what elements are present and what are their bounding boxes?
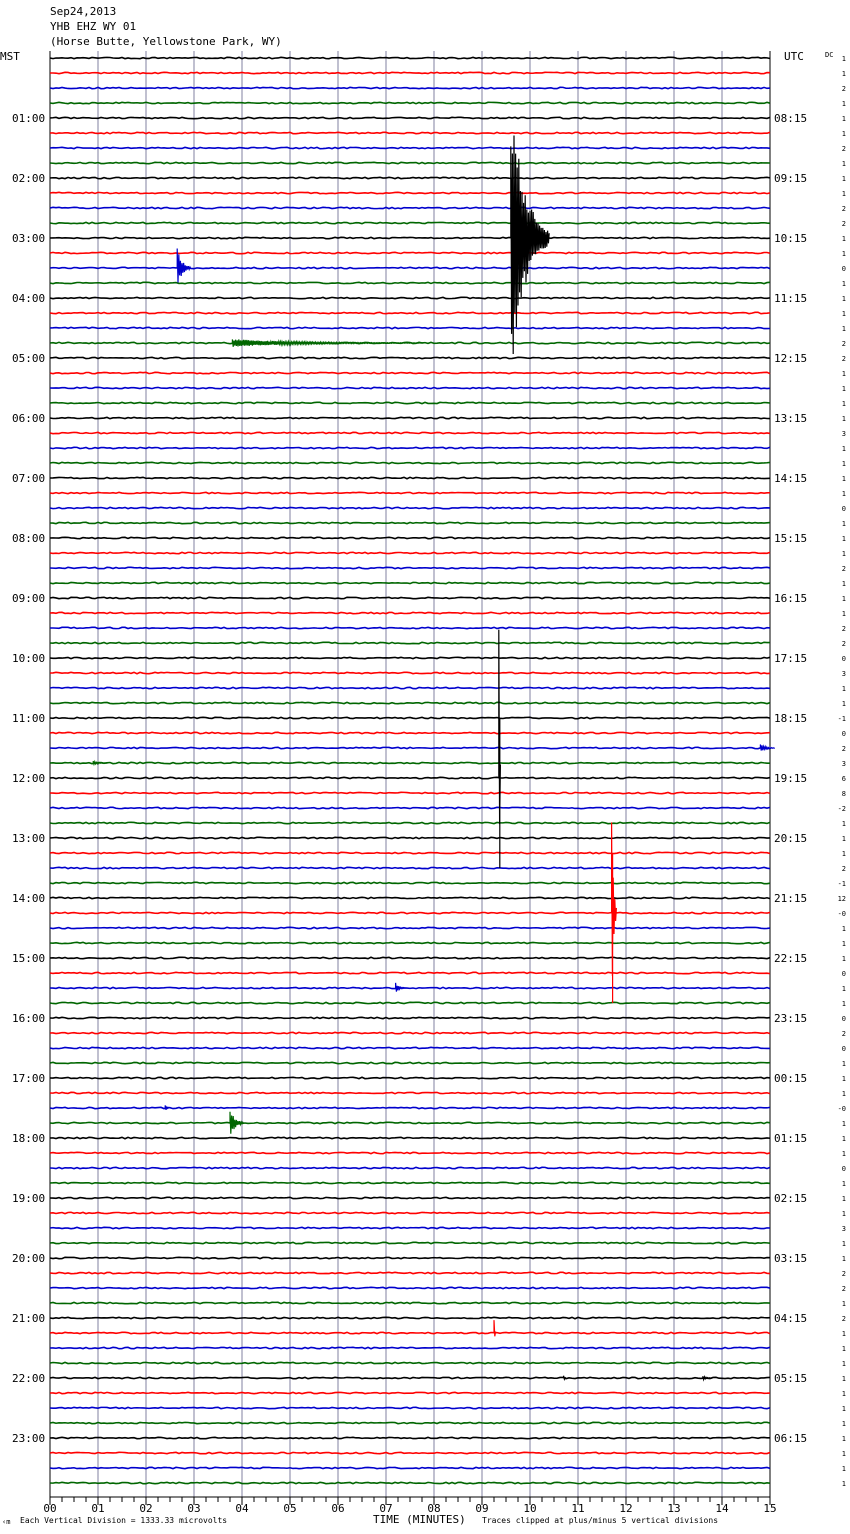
dc-offset-label: 1 xyxy=(841,610,846,618)
right-time-label: 06:15 xyxy=(774,1432,808,1445)
trace-line xyxy=(50,867,770,868)
dc-offset-label: 1 xyxy=(841,160,846,168)
right-time-label: 18:15 xyxy=(774,712,808,725)
trace-line xyxy=(50,912,770,913)
event-waveform xyxy=(760,744,774,750)
dc-offset-label: 3 xyxy=(841,1225,846,1233)
dc-offset-label: 1 xyxy=(841,1360,846,1368)
dc-offset-label: 1 xyxy=(841,955,846,963)
x-tick-label: 06 xyxy=(331,1502,345,1515)
left-time-label: 13:00 xyxy=(12,832,46,845)
dc-offset-label: 1 xyxy=(841,1390,846,1398)
trace-line xyxy=(50,1377,770,1378)
x-tick-label: 08 xyxy=(427,1502,441,1515)
trace-line xyxy=(50,1197,770,1198)
dc-offset-label: 1 xyxy=(841,940,846,948)
dc-offset-label: 0 xyxy=(841,505,846,513)
trace-line xyxy=(50,1092,770,1093)
trace-line xyxy=(50,1287,770,1288)
trace-line xyxy=(50,312,770,313)
dc-offset-label: 0 xyxy=(841,1015,846,1023)
dc-offset-label: 1 xyxy=(841,1480,846,1488)
trace-line xyxy=(50,1272,770,1273)
dc-offset-label: 1 xyxy=(841,820,846,828)
left-time-label: 16:00 xyxy=(12,1012,46,1025)
trace-line xyxy=(50,747,770,748)
trace-line xyxy=(50,282,770,283)
trace-line xyxy=(50,402,770,403)
trace-line xyxy=(50,687,770,688)
dc-offset-label: 1 xyxy=(841,310,846,318)
left-time-label: 17:00 xyxy=(12,1072,46,1085)
dc-offset-label: 8 xyxy=(841,790,846,798)
trace-line xyxy=(50,1137,770,1138)
event-waveform xyxy=(165,1105,169,1110)
trace-line xyxy=(50,1227,770,1228)
trace-line xyxy=(50,297,770,298)
dc-offset-label: 6 xyxy=(841,775,846,783)
trace-line xyxy=(50,102,770,103)
trace-line xyxy=(50,1017,770,1018)
dc-offset-label: 3 xyxy=(841,760,846,768)
dc-offset-label: 1 xyxy=(841,1435,846,1443)
dc-offset-label: 1 xyxy=(841,1120,846,1128)
trace-line xyxy=(50,1002,770,1003)
trace-line xyxy=(50,1317,770,1318)
dc-offset-label: 0 xyxy=(841,1165,846,1173)
trace-line xyxy=(50,252,770,253)
dc-offset-label: 1 xyxy=(841,520,846,528)
scale-note: Each Vertical Division = 1333.33 microvolts xyxy=(20,1516,228,1525)
trace-line xyxy=(50,432,770,433)
dc-offset-label: 1 xyxy=(841,835,846,843)
right-time-labels xyxy=(774,112,807,1445)
left-time-label: 18:00 xyxy=(12,1132,46,1145)
dc-offset-label: 1 xyxy=(841,1300,846,1308)
right-time-label: 20:15 xyxy=(774,832,808,845)
trace-line xyxy=(50,1422,770,1423)
dc-offset-label: 2 xyxy=(841,565,846,573)
dc-offset-label: 1 xyxy=(841,1180,846,1188)
dc-offset-label: 2 xyxy=(841,355,846,363)
trace-line xyxy=(50,462,770,463)
trace-line xyxy=(50,1302,770,1303)
trace-line xyxy=(50,792,770,793)
right-time-label: 23:15 xyxy=(774,1012,808,1025)
right-time-label: 13:15 xyxy=(774,412,808,425)
dc-offset-label: 1 xyxy=(841,235,846,243)
trace-line xyxy=(50,267,770,268)
trace-line xyxy=(50,1152,770,1153)
right-time-label: 03:15 xyxy=(774,1252,808,1265)
trace-line xyxy=(50,882,770,883)
dc-offset-label: 1 xyxy=(841,190,846,198)
left-time-label: 03:00 xyxy=(12,232,46,245)
trace-line xyxy=(50,717,770,718)
dc-offset-label: 1 xyxy=(841,1450,846,1458)
event-waveform xyxy=(494,1320,496,1336)
right-axis-label: UTC xyxy=(784,50,804,63)
x-tick-label: 12 xyxy=(619,1502,633,1515)
trace-group xyxy=(50,57,770,1483)
trace-line xyxy=(50,1212,770,1213)
left-time-label: 07:00 xyxy=(12,472,46,485)
dc-offset-label: 0 xyxy=(841,970,846,978)
trace-line xyxy=(50,1062,770,1063)
right-time-label: 05:15 xyxy=(774,1372,808,1385)
trace-line xyxy=(50,1032,770,1033)
x-tick-label: 01 xyxy=(91,1502,105,1515)
dc-offset-label: 0 xyxy=(841,1045,846,1053)
left-time-labels xyxy=(12,112,45,1445)
left-time-label: 09:00 xyxy=(12,592,46,605)
left-time-label: 20:00 xyxy=(12,1252,46,1265)
dc-offset-label: 1 xyxy=(841,445,846,453)
left-time-label: 02:00 xyxy=(12,172,46,185)
dc-offset-label: 2 xyxy=(841,1315,846,1323)
dc-offset-label: 1 xyxy=(841,130,846,138)
trace-line xyxy=(50,1362,770,1363)
right-time-label: 12:15 xyxy=(774,352,808,365)
x-tick-label: 05 xyxy=(283,1502,297,1515)
trace-line xyxy=(50,222,770,223)
trace-line xyxy=(50,942,770,943)
trace-line xyxy=(50,117,770,118)
dc-offset-label: 1 xyxy=(841,325,846,333)
dc-offset-label: 1 xyxy=(841,1405,846,1413)
dc-offset-label: 1 xyxy=(841,580,846,588)
dc-offset-label: 1 xyxy=(841,1135,846,1143)
x-tick-label: 14 xyxy=(715,1502,729,1515)
dc-offset-label: 1 xyxy=(841,490,846,498)
dc-offset-label: 1 xyxy=(841,175,846,183)
trace-line xyxy=(50,162,770,163)
dc-offset-label: 1 xyxy=(841,1240,846,1248)
dc-offset-label: -0 xyxy=(837,1105,846,1113)
right-time-label: 02:15 xyxy=(774,1192,808,1205)
trace-line xyxy=(50,1467,770,1468)
dc-offset-label: 1 xyxy=(841,475,846,483)
dc-offset-label: 1 xyxy=(841,1060,846,1068)
dc-offset-label: 2 xyxy=(841,1030,846,1038)
trace-line xyxy=(50,567,770,568)
trace-line xyxy=(50,1077,770,1078)
trace-line xyxy=(50,582,770,583)
clip-note: Traces clipped at plus/minus 5 vertical divisions xyxy=(482,1516,719,1525)
dc-offset-label: 1 xyxy=(841,115,846,123)
x-tick-label: 11 xyxy=(571,1502,585,1515)
trace-line xyxy=(50,762,770,763)
trace-line xyxy=(50,177,770,178)
trace-line xyxy=(50,732,770,733)
dc-offset-label: -2 xyxy=(837,805,846,813)
left-time-label: 19:00 xyxy=(12,1192,46,1205)
event-waveform xyxy=(499,630,501,868)
right-time-label: 04:15 xyxy=(774,1312,808,1325)
trace-line xyxy=(50,327,770,328)
dc-offset-label: 0 xyxy=(841,730,846,738)
dc-offset-label: 1 xyxy=(841,685,846,693)
trace-line xyxy=(50,147,770,148)
trace-line xyxy=(50,207,770,208)
trace-line xyxy=(50,822,770,823)
trace-line xyxy=(50,477,770,478)
dc-offset-label: 2 xyxy=(841,340,846,348)
right-time-label: 22:15 xyxy=(774,952,808,965)
x-tick-label: 04 xyxy=(235,1502,249,1515)
x-tick-label: 02 xyxy=(139,1502,153,1515)
trace-line xyxy=(50,552,770,553)
dc-offset-label: 1 xyxy=(841,1255,846,1263)
event-waveform xyxy=(232,339,423,346)
trace-line xyxy=(50,192,770,193)
trace-line xyxy=(50,627,770,628)
trace-line xyxy=(50,897,770,898)
right-time-label: 19:15 xyxy=(774,772,808,785)
trace-line xyxy=(50,597,770,598)
dc-offset-label: 1 xyxy=(841,385,846,393)
dc-offset-label: 1 xyxy=(841,1000,846,1008)
trace-line xyxy=(50,357,770,358)
left-time-label: 10:00 xyxy=(12,652,46,665)
trace-line xyxy=(50,57,770,58)
trace-line xyxy=(50,1332,770,1333)
trace-line xyxy=(50,1257,770,1258)
chart-date: Sep24,2013 xyxy=(50,5,117,18)
dc-offset-label: 1 xyxy=(841,460,846,468)
x-tick-label: 09 xyxy=(475,1502,489,1515)
dc-offset-label: 2 xyxy=(841,745,846,753)
dc-offset-label: 12 xyxy=(837,895,846,903)
dc-offset-label: 3 xyxy=(841,430,846,438)
x-tick-label: 10 xyxy=(523,1502,537,1515)
trace-line xyxy=(50,672,770,673)
left-time-label: 12:00 xyxy=(12,772,46,785)
trace-line xyxy=(50,1347,770,1348)
dc-offset-label: -1 xyxy=(837,880,846,888)
event-waveform xyxy=(612,822,617,1003)
trace-line xyxy=(50,387,770,388)
dc-offset-label: 1 xyxy=(841,100,846,108)
dc-offset-label: 1 xyxy=(841,700,846,708)
dc-offset-label: 2 xyxy=(841,1270,846,1278)
trace-line xyxy=(50,1437,770,1438)
right-time-label: 17:15 xyxy=(774,652,808,665)
trace-line xyxy=(50,537,770,538)
trace-line xyxy=(50,837,770,838)
trace-line xyxy=(50,1122,770,1123)
right-time-label: 15:15 xyxy=(774,532,808,545)
station-location: (Horse Butte, Yellowstone Park, WY) xyxy=(50,35,282,48)
dc-offset-labels xyxy=(838,55,846,1488)
trace-line xyxy=(50,927,770,928)
trace-line xyxy=(50,1242,770,1243)
dc-offset-label: 2 xyxy=(841,1285,846,1293)
dc-label: DC xyxy=(825,51,834,59)
trace-line xyxy=(50,132,770,133)
trace-line xyxy=(50,87,770,88)
dc-offset-label: 2 xyxy=(841,865,846,873)
trace-line xyxy=(50,417,770,418)
dc-offset-label: 2 xyxy=(841,625,846,633)
trace-line xyxy=(50,1047,770,1048)
trace-line xyxy=(50,957,770,958)
dc-offset-label: 1 xyxy=(841,1075,846,1083)
right-time-label: 16:15 xyxy=(774,592,808,605)
left-time-label: 22:00 xyxy=(12,1372,46,1385)
corner-mark: ‹m xyxy=(2,1518,11,1526)
left-time-label: 14:00 xyxy=(12,892,46,905)
dc-offset-label: 1 xyxy=(841,1150,846,1158)
trace-line xyxy=(50,1407,770,1408)
dc-offset-label: 1 xyxy=(841,250,846,258)
station-code: YHB EHZ WY 01 xyxy=(50,20,137,33)
trace-line xyxy=(50,852,770,853)
dc-offset-label: 1 xyxy=(841,1345,846,1353)
right-time-label: 14:15 xyxy=(774,472,808,485)
dc-offset-label: 2 xyxy=(841,640,846,648)
trace-line xyxy=(50,237,770,238)
right-time-label: 21:15 xyxy=(774,892,808,905)
dc-offset-label: 1 xyxy=(841,925,846,933)
trace-line xyxy=(50,372,770,373)
dc-offset-label: 1 xyxy=(841,850,846,858)
dc-offset-label: 1 xyxy=(841,535,846,543)
dc-offset-label: 1 xyxy=(841,295,846,303)
dc-offset-label: 1 xyxy=(841,1210,846,1218)
dc-offset-label: 2 xyxy=(841,145,846,153)
dc-offset-label: -1 xyxy=(837,715,846,723)
trace-line xyxy=(50,492,770,493)
dc-offset-label: 0 xyxy=(841,265,846,273)
trace-line xyxy=(50,777,770,778)
trace-line xyxy=(50,1482,770,1483)
x-tick-label: 13 xyxy=(667,1502,681,1515)
dc-offset-label: 1 xyxy=(841,595,846,603)
dc-offset-label: 1 xyxy=(841,280,846,288)
dc-offset-label: 1 xyxy=(841,1465,846,1473)
trace-line xyxy=(50,702,770,703)
trace-line xyxy=(50,972,770,973)
right-time-label: 00:15 xyxy=(774,1072,808,1085)
left-time-label: 04:00 xyxy=(12,292,46,305)
left-time-label: 23:00 xyxy=(12,1432,46,1445)
x-tick-label: 15 xyxy=(763,1502,777,1515)
dc-offset-label: 2 xyxy=(841,85,846,93)
left-axis-label: MST xyxy=(0,50,20,63)
dc-offset-label: 3 xyxy=(841,670,846,678)
dc-offset-label: 1 xyxy=(841,550,846,558)
trace-line xyxy=(50,612,770,613)
dc-offset-label: 1 xyxy=(841,1195,846,1203)
trace-line xyxy=(50,807,770,808)
left-time-label: 06:00 xyxy=(12,412,46,425)
right-time-label: 01:15 xyxy=(774,1132,808,1145)
x-axis-title: TIME (MINUTES) xyxy=(373,1513,466,1526)
dc-offset-label: 1 xyxy=(841,1375,846,1383)
dc-offset-label: 1 xyxy=(841,985,846,993)
trace-line xyxy=(50,1182,770,1183)
x-tick-label: 03 xyxy=(187,1502,201,1515)
trace-line xyxy=(50,642,770,643)
dc-offset-label: 1 xyxy=(841,1090,846,1098)
trace-line xyxy=(50,987,770,988)
trace-line xyxy=(50,1167,770,1168)
x-tick-label: 07 xyxy=(379,1502,393,1515)
left-time-label: 21:00 xyxy=(12,1312,46,1325)
left-time-label: 08:00 xyxy=(12,532,46,545)
trace-line xyxy=(50,1452,770,1453)
dc-offset-label: 2 xyxy=(841,220,846,228)
right-time-label: 09:15 xyxy=(774,172,808,185)
dc-offset-label: 1 xyxy=(841,370,846,378)
dc-offset-label: -0 xyxy=(837,910,846,918)
dc-offset-label: 1 xyxy=(841,400,846,408)
x-tick-label: 00 xyxy=(43,1502,57,1515)
dc-offset-label: 1 xyxy=(841,1420,846,1428)
dc-offset-label: 1 xyxy=(841,55,846,63)
dc-offset-label: 0 xyxy=(841,655,846,663)
right-time-label: 10:15 xyxy=(774,232,808,245)
right-time-label: 08:15 xyxy=(774,112,808,125)
trace-line xyxy=(50,522,770,523)
trace-line xyxy=(50,1107,770,1108)
trace-line xyxy=(50,657,770,658)
dc-offset-label: 1 xyxy=(841,70,846,78)
right-time-label: 11:15 xyxy=(774,292,808,305)
trace-line xyxy=(50,72,770,73)
dc-offset-label: 1 xyxy=(841,1330,846,1338)
left-time-label: 05:00 xyxy=(12,352,46,365)
trace-line xyxy=(50,1392,770,1393)
dc-offset-label: 2 xyxy=(841,205,846,213)
left-time-label: 15:00 xyxy=(12,952,46,965)
trace-line xyxy=(50,507,770,508)
left-time-label: 01:00 xyxy=(12,112,46,125)
dc-offset-label: 1 xyxy=(841,415,846,423)
trace-line xyxy=(50,447,770,448)
left-time-label: 11:00 xyxy=(12,712,46,725)
